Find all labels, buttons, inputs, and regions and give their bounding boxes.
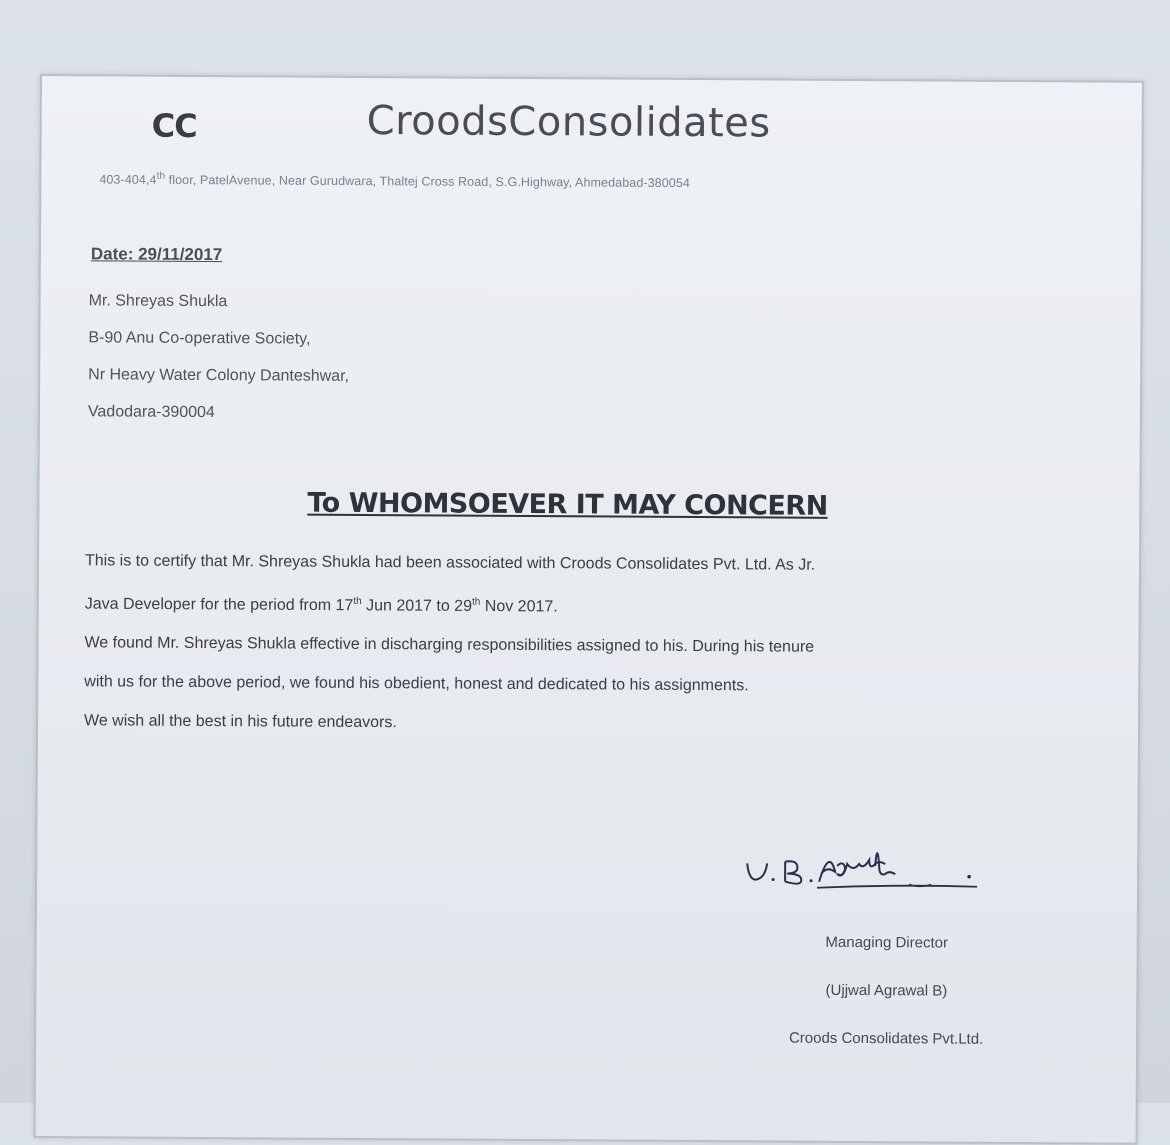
recipient-address-line: Nr Heavy Water Colony Danteshwar, xyxy=(88,366,350,385)
letter-heading: To WHOMSOEVER IT MAY CONCERN xyxy=(307,487,828,522)
body-line: with us for the above period, we found his obedient, honest and dedicated to his assignments. xyxy=(84,673,749,695)
body-line: We wish all the best in his future endeavors. xyxy=(83,712,397,732)
letter-date: Date: 29/11/2017 xyxy=(90,244,223,265)
body-period-start: Java Developer for the period from 17 xyxy=(84,595,354,615)
recipient-address-line: B-90 Anu Co-operative Society, xyxy=(88,329,311,348)
recipient-address-line: Vadodara-390004 xyxy=(87,403,215,422)
body-line: This is to certify that Mr. Shreyas Shukla had been associated with Croods Consolidates Pvt. Ltd. As Jr. xyxy=(84,552,816,574)
body-line xyxy=(85,580,1075,629)
signatory-block xyxy=(756,918,1017,1064)
body-period-mid: Jun 2017 to 29 xyxy=(361,597,473,615)
address-superscript: th xyxy=(156,170,166,182)
body-period-end: Nov 2017. xyxy=(480,598,558,616)
letter-page xyxy=(34,74,1144,1145)
signatory-company: Croods Consolidates Pvt.Ltd. xyxy=(788,1029,984,1048)
signatory-title: Managing Director xyxy=(825,933,949,952)
ordinal-superscript: th xyxy=(471,596,481,608)
handwritten-signature xyxy=(737,835,1017,907)
address-start: 403-404,4 xyxy=(99,172,157,187)
company-address xyxy=(99,170,690,190)
signatory-name: (Ujjwal Agrawal B) xyxy=(825,981,948,1000)
address-rest: floor, PatelAvenue, Near Gurudwara, Thaltej Cross Road, S.G.Highway, Ahmedabad-380054 xyxy=(168,172,691,191)
recipient-block xyxy=(88,282,350,432)
body-line: We found Mr. Shreyas Shukla effective in discharging responsibilities assigned to his. During his tenure xyxy=(84,634,815,657)
company-logo: CC xyxy=(151,106,197,145)
letter-body xyxy=(84,541,1075,746)
company-name: CroodsConsolidates xyxy=(366,97,771,147)
recipient-name: Mr. Shreyas Shukla xyxy=(88,292,228,311)
ordinal-superscript: th xyxy=(353,595,362,607)
